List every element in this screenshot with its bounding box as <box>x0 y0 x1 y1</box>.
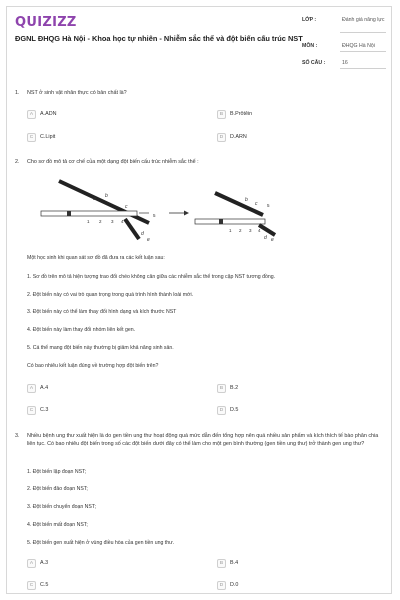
left-chromosome-diagonal <box>59 181 149 223</box>
left-label-b: b <box>105 193 108 199</box>
count-value: 16 <box>342 60 348 66</box>
statement-3: 3. Đột biến này có thể làm thay đổi hình dạng và kích thước NST <box>27 309 177 315</box>
right-label-e: e <box>271 237 274 243</box>
option-letter-badge: A <box>27 384 36 393</box>
subject-label: MÔN : <box>302 43 318 49</box>
option-letter-badge: C <box>27 581 36 590</box>
left-label-c: c <box>125 204 128 210</box>
option-letter-badge: B <box>217 384 226 393</box>
q2-option-d[interactable] <box>217 406 377 416</box>
option-text: C.Lipit <box>40 134 56 140</box>
class-value: Đánh giá năng lực <box>342 17 385 23</box>
class-line <box>340 32 386 33</box>
question-text: NST ở sinh vật nhân thực có bản chất là? <box>27 90 127 96</box>
count-label: SỐ CÂU : <box>302 60 326 66</box>
option-text: B.4 <box>230 560 239 566</box>
right-chromosome-horizontal <box>195 219 265 224</box>
left-label-d: d <box>141 231 144 237</box>
option-text: D.ARN <box>230 134 247 140</box>
option-text: D.0 <box>230 582 239 588</box>
left-chromosome-lower <box>125 219 139 239</box>
subject-value: ĐHQG Hà Nội <box>342 43 375 49</box>
worksheet-page <box>6 6 392 594</box>
option-text: A.4 <box>40 385 49 391</box>
arrow-head-icon <box>184 211 189 216</box>
question-lead: Một học sinh khi quan sát sơ đồ đã đưa ra các kết luận sau: <box>27 255 165 261</box>
q1-option-a[interactable] <box>27 110 187 120</box>
option-text: A.3 <box>40 560 49 566</box>
left-label-1: 1 <box>87 219 90 224</box>
q1-option-b[interactable] <box>217 110 377 120</box>
statement-1: 1. Sơ đồ trên mô tả hiện tượng trao đổi chéo không cân giữa các nhiễm sắc thể trong cặp NST tương đồng. <box>27 274 276 280</box>
subject-line <box>340 51 386 52</box>
option-letter-badge: D <box>217 133 226 142</box>
option-text: C.5 <box>40 582 49 588</box>
right-label-2: 2 <box>239 228 242 233</box>
worksheet-header <box>7 7 392 75</box>
worksheet-title: ĐGNL ĐHQG Hà Nội - Khoa học tự nhiên - Nhiễm sắc thể và đột biến cấu trúc NST <box>15 34 303 43</box>
left-label-5: 5 <box>153 213 156 218</box>
option-text: B.Prôtêin <box>230 111 253 117</box>
statement-2: 2. Đột biến này có vai trò quan trọng trong quá trình hình thành loài mới. <box>27 292 194 298</box>
question-ask: Có bao nhiêu kết luận đúng về trường hợp đột biến trên? <box>27 363 159 369</box>
right-label-5: 5 <box>267 203 270 208</box>
option-letter-badge: B <box>217 110 226 119</box>
class-label: LỚP : <box>302 17 317 23</box>
option-letter-badge: A <box>27 110 36 119</box>
left-chromosome-horizontal <box>41 211 137 216</box>
left-label-3: 3 <box>111 219 114 224</box>
statement-5: 5. Cá thể mang đột biến này thường bị giảm khả năng sinh sản. <box>27 345 174 351</box>
option-text: A.ADN <box>40 111 57 117</box>
question-number: 1. <box>15 90 20 96</box>
left-centromere <box>67 211 71 216</box>
right-label-d: d <box>264 235 267 241</box>
q2-option-c[interactable] <box>27 406 187 416</box>
right-label-b: b <box>245 197 248 203</box>
q3-option-a[interactable] <box>27 559 187 569</box>
quizizz-logo: QUIZIZZ <box>15 15 77 30</box>
statement-5: 5. Đột biến gen xuất hiện ở vùng điều hòa của gen tiền ung thư. <box>27 540 175 546</box>
q1-option-d[interactable] <box>217 133 377 143</box>
option-letter-badge: D <box>217 581 226 590</box>
count-line <box>340 68 386 69</box>
option-text: C.3 <box>40 407 49 413</box>
question-text: Cho sơ đồ mô tả cơ chế của một dạng đột biến cấu trúc nhiễm sắc thể : <box>27 159 199 165</box>
statement-3: 3. Đột biến chuyển đoạn NST; <box>27 504 96 510</box>
left-label-a: a <box>93 196 96 202</box>
q3-option-c[interactable] <box>27 581 187 591</box>
left-label-e: e <box>147 237 150 243</box>
chromosome-translocation-diagram <box>29 175 279 251</box>
option-letter-badge: D <box>217 406 226 415</box>
statement-2: 2. Đột biến đảo đoạn NST; <box>27 486 88 492</box>
q1-option-c[interactable] <box>27 133 187 143</box>
q3-option-b[interactable] <box>217 559 377 569</box>
right-label-4: 4 <box>258 228 261 233</box>
question-text: Nhiều bệnh ung thư xuất hiện là do gen tiền ung thư hoạt động quá mức dẫn đến tổng hợp nên quá nhiều sản phẩm và kích thích tế bào phân chia liên tục. Có bao nhiêu đột biến trong số các đột biến dưới đây có thể làm cho một gen bình thường (gen tiền ung thư) trở thành gen ung thư? <box>27 433 379 447</box>
statement-1: 1. Đột biến lặp đoạn NST; <box>27 469 87 475</box>
worksheet-info <box>302 13 388 73</box>
statement-4: 4. Đột biến này làm thay đổi nhóm liên kết gen. <box>27 327 136 333</box>
question-number: 3. <box>15 433 20 439</box>
option-letter-badge: A <box>27 559 36 568</box>
option-text: D.5 <box>230 407 239 413</box>
option-letter-badge: B <box>217 559 226 568</box>
left-label-4: 4 <box>121 219 124 224</box>
q3-option-d[interactable] <box>217 581 377 591</box>
option-letter-badge: C <box>27 406 36 415</box>
right-label-1: 1 <box>229 228 232 233</box>
right-label-3: 3 <box>249 228 252 233</box>
left-label-2: 2 <box>99 219 102 224</box>
q2-option-a[interactable] <box>27 384 187 394</box>
question-number: 2. <box>15 159 20 165</box>
option-letter-badge: C <box>27 133 36 142</box>
right-centromere <box>219 219 223 224</box>
right-label-c: c <box>255 201 258 207</box>
right-chromosome-tail <box>259 225 275 235</box>
q2-option-b[interactable] <box>217 384 377 394</box>
option-text: B.2 <box>230 385 239 391</box>
statement-4: 4. Đột biến mất đoạn NST; <box>27 522 88 528</box>
